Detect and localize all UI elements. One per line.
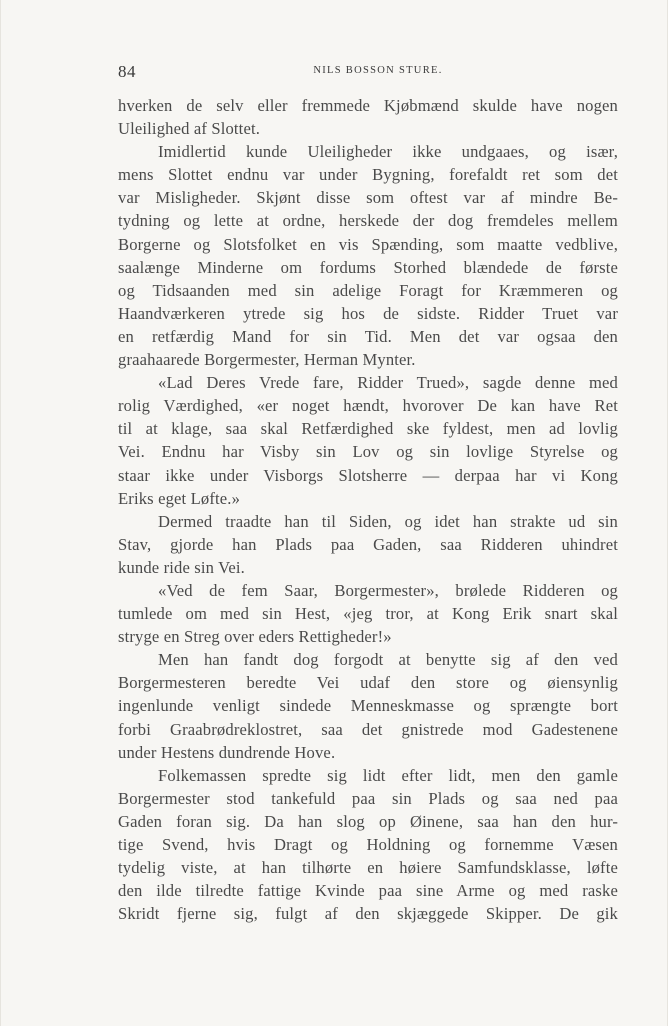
text-line: en retfærdig Mand for sin Tid. Men det var ogsaa den xyxy=(118,326,618,346)
text-line: forbi Graabrødreklostret, saa det gnistrede mod Gadestenene xyxy=(118,719,618,739)
page-number: 84 xyxy=(118,62,136,81)
text-line: Skridt fjerne sig, fulgt af den skjæggede Skipper. De gik xyxy=(118,904,618,924)
text-line: og Tidsaanden med sin adelige Foragt for Kræmmeren og xyxy=(118,280,618,300)
text-line: Stav, gjorde han Plads paa Gaden, saa Ridderen uhindret xyxy=(118,534,618,554)
text-line: Folkemassen spredte sig lidt efter lidt, men den gamle xyxy=(158,765,618,785)
text-line: Haandværkeren ytrede sig hos de sidste. Ridder Truet var xyxy=(118,303,618,323)
text-line: tydelig viste, at han tilhørte en høiere Samfundsklasse, løfte xyxy=(118,858,618,878)
text-line: tydning og lette at ordne, herskede der dog fremdeles mellem xyxy=(118,211,618,231)
text-line: Uleilighed af Slottet. xyxy=(118,119,261,139)
text-line: Borgerne og Slotsfolket en vis Spænding, som maatte vedblive, xyxy=(118,234,618,254)
text-line: Eriks eget Løfte.» xyxy=(118,488,241,508)
text-line: til at klage, saa skal Retfærdighed ske fyldest, men ad lovlig xyxy=(118,419,618,439)
text-line: rolig Værdighed, «er noget hændt, hvorover De kan have Ret xyxy=(118,396,618,416)
text-line: den ilde tilredte fattige Kvinde paa sine Arme og med raske xyxy=(118,881,618,901)
text-line: graahaarede Borgermester, Herman Mynter. xyxy=(118,350,416,370)
text-line: staar ikke under Visborgs Slotsherre — derpaa har vi Kong xyxy=(118,465,618,485)
text-line: Borgermesteren beredte Vei udaf den store og øiensynlig xyxy=(118,673,618,693)
text-line: Borgermester stod tankefuld paa sin Plads og saa ned paa xyxy=(118,788,618,808)
text-line: Men han fandt dog forgodt at benytte sig af den ved xyxy=(158,650,618,670)
text-line: «Ved de fem Saar, Borgermester», brølede Ridderen og xyxy=(158,580,618,600)
text-line: saalænge Minderne om fordums Storhed blændede de første xyxy=(118,257,618,277)
body-text xyxy=(118,94,618,925)
text-line: ingenlunde venligt sindede Menneskmasse og sprængte bort xyxy=(118,696,618,716)
text-line: var Misligheder. Skjønt disse som oftest var af mindre Be- xyxy=(118,188,618,208)
text-line: Dermed traadte han til Siden, og idet han strakte ud sin xyxy=(158,511,618,531)
text-line: tige Svend, hvis Dragt og Holdning og fornemme Væsen xyxy=(118,835,618,854)
text-line: stryge en Streg over eders Rettigheder!» xyxy=(118,627,392,647)
text-line: mens Slottet endnu var under Bygning, forefaldt ret som det xyxy=(118,165,618,185)
text-line: under Hestens dundrende Hove. xyxy=(118,742,336,762)
text-line: Gaden foran sig. Da han slog op Øinene, saa han den hur- xyxy=(118,811,618,831)
text-line: tumlede om med sin Hest, «jeg tror, at Kong Erik snart skal xyxy=(118,604,618,624)
text-line: kunde ride sin Vei. xyxy=(118,557,245,577)
text-line: hverken de selv eller fremmede Kjøbmænd skulde have nogen xyxy=(118,96,618,115)
text-line: Vei. Endnu har Visby sin Lov og sin lovlige Styrelse og xyxy=(118,442,618,462)
text-line: «Lad Deres Vrede fare, Ridder Trued», sagde denne med xyxy=(158,373,618,393)
text-line: Imidlertid kunde Uleiligheder ikke undgaaes, og især, xyxy=(158,142,618,162)
page-header xyxy=(118,62,618,82)
running-head: NILS BOSSON STURE. xyxy=(313,65,443,76)
